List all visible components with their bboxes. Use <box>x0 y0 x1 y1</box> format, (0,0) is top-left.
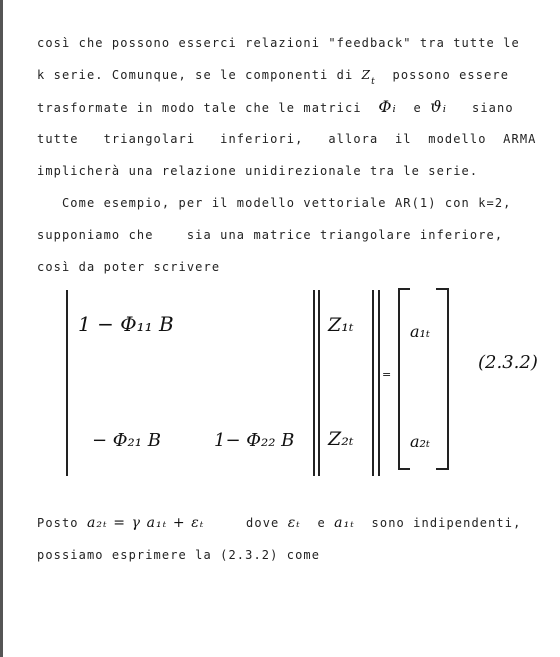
matrix-right-bar-1 <box>313 290 315 476</box>
text-span: Posto <box>37 516 79 530</box>
text-span: trasformate in modo tale che le matrici <box>37 101 362 115</box>
variable-z: $Z_t$ <box>361 68 376 87</box>
text-span: k serie. Comunque, se le componenti di <box>37 68 354 82</box>
text-line: così che possono esserci relazioni "feedback" tra tutte le <box>37 36 520 50</box>
text-span: possono essere <box>392 68 510 82</box>
text-line: tutte triangolari inferiori, allora il modello ARMA <box>37 132 537 146</box>
phi-symbol: Φᵢ <box>378 97 397 116</box>
text-line: Come esempio, per il modello vettoriale AR(1) con k=2, <box>37 196 512 210</box>
vector-z1: Z₁ₜ <box>328 314 354 336</box>
vector-z2: Z₂ₜ <box>328 428 354 450</box>
text-line <box>37 97 514 116</box>
text-line: così da poter scrivere <box>37 260 221 274</box>
equals-sign: = <box>382 368 392 381</box>
text-line <box>37 516 521 530</box>
epsilon-symbol: εₜ <box>287 515 301 531</box>
vector-left-bar <box>372 290 374 476</box>
bracket-left-bottom <box>398 468 410 470</box>
determinant-left-bar <box>66 290 68 476</box>
text-line <box>37 68 510 87</box>
text-line: implicherà una relazione unidirezionale tra le serie. <box>37 164 479 178</box>
vector-right-bar <box>378 290 380 476</box>
text-span: sono indipendenti, <box>371 516 522 530</box>
page-edge <box>0 0 3 657</box>
bracket-right-top <box>436 288 448 290</box>
text-line: supponiamo che sia una matrice triangolare inferiore, <box>37 228 504 242</box>
bracket-left <box>398 288 400 470</box>
matrix-entry-11: 1 − Φ₁₁ B <box>78 312 174 336</box>
handwritten-expression: a₂ₜ = γ a₁ₜ + εₜ <box>86 515 205 531</box>
matrix-entry-22: 1− Φ₂₂ B <box>214 430 295 451</box>
vector-a1: a₁ₜ <box>410 322 430 341</box>
text-span: e <box>413 101 422 115</box>
bracket-right <box>447 288 449 470</box>
equation-label: (2.3.2) <box>478 352 538 373</box>
vector-a2: a₂ₜ <box>410 432 430 451</box>
matrix-right-bar-2 <box>318 290 320 476</box>
text-line: possiamo esprimere la (2.3.2) come <box>37 548 321 562</box>
text-span: dove <box>246 516 280 530</box>
text-span: e <box>317 516 326 530</box>
bracket-left-top <box>398 288 410 290</box>
text-span: siano <box>472 101 514 115</box>
matrix-entry-21: − Φ₂₁ B <box>92 430 161 451</box>
a1t-symbol: a₁ₜ <box>334 515 355 531</box>
theta-symbol: ϑᵢ <box>430 97 448 116</box>
bracket-right-bottom <box>436 468 448 470</box>
